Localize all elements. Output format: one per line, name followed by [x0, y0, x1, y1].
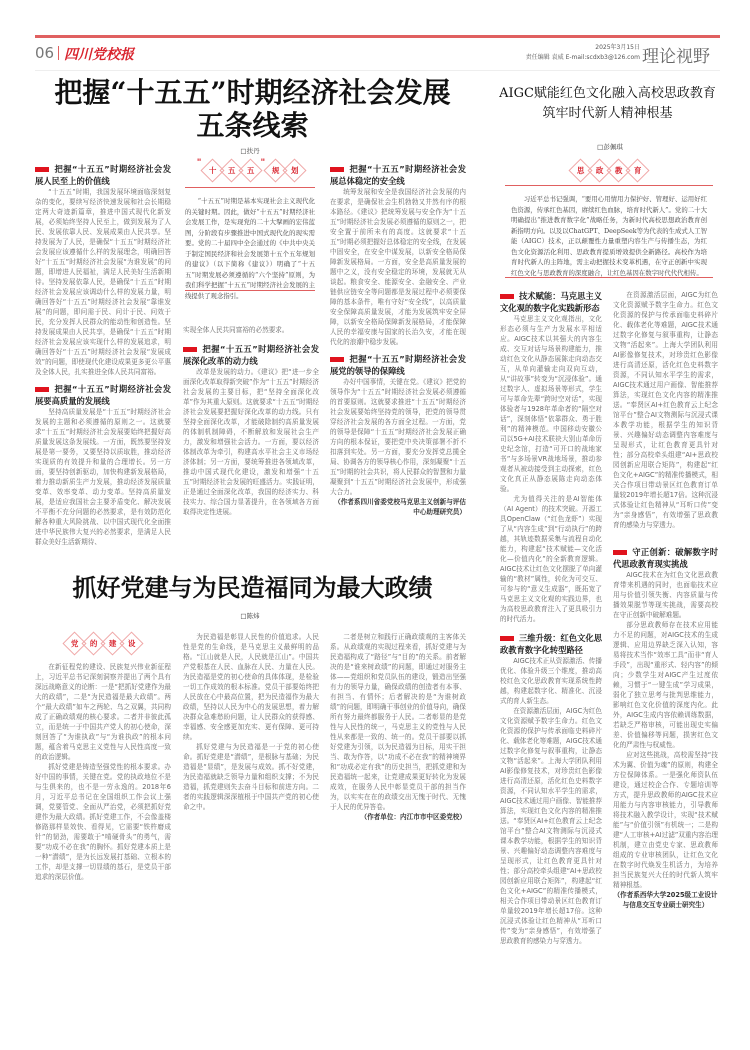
paragraph: 部分思政教师存在技术应用能力不足的问题，对AIGC技术的生成逻辑、应用边界缺乏深入认知，容易将技术当作“效率工具”而非“育人手段”，出现“重形式、轻内容”的倾向；少数学生对AIGC产生过度依赖，习惯于“一键生成”学习成果，弱化了独立思考与批判思维能力，影响红色文化价值的深度内化。此外，AIGC生成内容依赖训练数据，若缺乏严格审核，可能出现史实偏差、价值偏移等问题，损害红色文化的严肃性与权威性。: [613, 621, 718, 749]
paragraph: 抓好党建是铸造坚强党性的根本要求。办好中国的事情，关键在党。党的执政地位不是与生俱来的，也不是一劳永逸的。2018年6月，习近平总书记在全国组织工作会议上强调，党要管党、全面从严治党，必须把抓好党建作为最大政绩。抓好党建工作，不会像盖楼修路那样显效快、看得见，它需要“铁杵磨成针”的韧劲，需要敢于“啃硬骨头”的勇气，需要“功成不必在我”的胸怀。抓好党建本质上是一种“潜绩”，是为长远发展打基础、立根本的工作，却是支撑一切显绩的基石，是党员干部追求的深层价值。: [35, 763, 171, 881]
author-note: （作者系西华大学2025级工业设计与信息交互专业硕士研究生）: [613, 891, 718, 909]
topic-badge-ideological-education: [505, 162, 713, 179]
article1-title: [35, 76, 470, 142]
badge-char: 育: [625, 158, 649, 182]
article2-title: 抓好党建与为民造福同为最大政绩: [72, 573, 433, 602]
quote-mark: ": [260, 158, 266, 168]
section-heading: 把握“十五五”时期经济社会发展要高质量的发展线: [35, 384, 171, 406]
paragraph: AIGC技术在为红色文化思政教育带来机遇的同时，也面临技术应用与价值引领失衡、内容质量与传播效果脱节等现实挑战，需要高校在守正创新中破解难题。: [613, 571, 718, 619]
topic-badge-shiwuwu-plan: [185, 158, 315, 179]
badge-char: 建: [100, 631, 124, 655]
heading-marker: [500, 294, 514, 299]
heading-marker: [183, 347, 197, 352]
paragraph: 马克思主义文化观指出，文化形态必须与生产力发展水平相适应。AIGC技术以其强大的内容生成、交互对话与场景构建能力，推动红色文化从静态展陈走向动态交互，从单向灌输走向双向互动，从“讲故事”转变为“沉浸体验”。通过数字人、虚拟场景等形式，学生可与革命先辈“跨时空对话”，实现体验者与1928年革命者的“隔空对话”，深刻体悟“依靠群众、勇于胜利”的精神模范。中国移动安徽公司以5G+AI技术联袂大别山革命历史纪念馆，打造“可开口的战地家书”与多场景VR战地场景，推动参观者从被动接受到主动探索，红色文化真正从静态展陈走向动态体验。: [500, 315, 602, 493]
article1-byline: □扶丹: [240, 147, 260, 155]
paragraph: 在资源激活层面，AIGC为红色文化资源赋予数字生命力。红色文化资源的保护与传承面临史料碎片化、载体老化等难题，AIGC技术通过数字化修复与叙事重构，让静态文物“活起来”。上海大学团队利用AI影像修复技术，对珍贵红色影像进行高清还原，活化红色史料数字资源，不同认知水平学生的需求，AIGC技术通过用户画像、智能推荐算法，实现红色文化内容的精准推送。“奉贤区AI+红色教育云上纪念馆平台”整合AI文物测际与沉浸式课本教学功能，根据学生的知识背景、兴趣偏好动态调整内容难度与呈现形式，让红色教育更具针对性；部分高校牵头组建“AI+思政校园创新应用联合矩阵”，构建起“红色文化+AIGC”的精准传播模式，相关合作项目带动景区红色教育订单量较2019年增长超17倍。这种沉浸式体验让红色精神从“耳听口传”变为“亲身感悟”，有效增强了思政教育的感染力与穿透力。: [613, 291, 718, 529]
paragraph: 实现全体人民共同富裕的必然要求。: [183, 326, 289, 334]
article2-column2: [183, 632, 319, 1012]
paragraph: 在资源激活层面，AIGC为红色文化资源赋予数字生命力。红色文化资源的保护与传承面临史料碎片化、载体老化等难题，AIGC技术通过数字化修复与叙事重构，让静态文物“活起来”。上海大学团队利用AI影像修复技术，对珍贵红色影像进行高清还原，活化红色史料数字资源，不同认知水平学生的需求，AIGC技术通过用户画像、智能推荐算法，实现红色文化内容的精准推送。“奉贤区AI+红色教育云上纪念馆平台”整合AI文物测际与沉浸式课本教学功能，根据学生的知识背景、兴趣偏好动态调整内容难度与呈现形式，让红色教育更具针对性；部分高校牵头组建“AI+思政校园创新应用联合矩阵”，构建起“红色文化+AIGC”的精准传播模式，相关合作项目带动景区红色教育订单量较2019年增长超17倍。这种沉浸式体验让红色精神从“耳听口传”变为“亲身感悟”，有效增强了思政教育的感染力与穿透力。: [500, 707, 602, 945]
paragraph: 应对这些挑战，高校需坚持“技术为翼、价值为魂”的原则，构建全方位保障体系。一是强化师资队伍建设，通过校企合作、专题培训等方式，提升思政教师的AIGC技术应用能力与内容审核能力，引导教师将技术融入教学设计，实现“技术赋能”与“价值引领”有机统一；二是构建“人工审核+AI过滤”双重内容治理机制，建立由党史专家、思政教师组成的专业审核团队，让红色文化在数字时代焕发生机活力，为培养担当民族复兴大任的时代新人筑牢精神根基。: [613, 751, 718, 889]
article2-byline: □陈炜: [240, 612, 260, 620]
badge-char: 思: [568, 158, 592, 182]
paragraph: 抓好党建与为民造福是一于党的初心使命。抓好党建是“潜绩”，是根脉与基础；为民造福是“显绩”，是发展与成效。抓不好党建，为民造福就缺乏领导力量和组织支撑；不为民造福，抓党建则失去奋斗目标和前进方向。二者的实践逻辑深深植根于中国共产党的初心使命之中。: [183, 743, 319, 811]
section-title: 理论视野: [642, 47, 710, 67]
article2-column3: [330, 632, 466, 1012]
section-heading: 守正创新：破解数字时代思政教育现实挑战: [613, 547, 718, 569]
paragraph: 尤为值得关注的是AI智能体（AI Agent）的技术突破。开源工具OpenClaw（“红色龙虾”）实现了从“内容生成”到“行动执行”的跨越，其轨迹数据采集与流程自动化能力，构建起“技术赋能—文化活化—价值内化”的全新教育逻辑。AIGC技术让红色文化摆脱了单向灌输的“教材”属性，转化为可交互、可参与的“意义生成器”，既拓宽了马克思主义文化观的实践边界，也为高校思政教育注入了更具吸引力的时代活力。: [500, 495, 602, 623]
badge-char: 五: [219, 158, 243, 182]
article3-column2: [613, 290, 718, 1012]
article1-sidebar-box: [185, 158, 315, 300]
paragraph: 改革是发展的动力。《建议》把“进一步全面深化改革取得新突破”作为“十五五”时期经济社会发展的主要目标，把“坚持全面深化改革”作为其重大原则。这就要求“十五五”时期经济社会发展要把握好深化改革的动力线。只有坚持全面深化改革，才能破除制约高质量发展的体制机制障碍，不断解放和发展社会生产力，激发和增强社会活力。一方面，要以经济体制改革为牵引，构建高水平社会主义市场经济体制；另一方面，要统筹推进各领域改革，推动中国式现代化建设，激发和增强“十五五”时期经济社会发展的旺盛活力。实践证明，正是通过全面深化改革，我国的经济实力、科技实力、综合国力显著提升，在各领域各方面取得决定性进展。: [183, 368, 319, 516]
badge-char: 的: [81, 631, 105, 655]
section-heading: 把握“十五五”时期经济社会发展总体稳定的安全线: [330, 164, 466, 186]
badge-char: 政: [587, 158, 611, 182]
article1-column2: [183, 325, 319, 558]
article3-column1: [500, 290, 602, 1012]
badge-char: 党: [62, 631, 86, 655]
page-number: 06: [35, 44, 55, 62]
article3-intro: 习近平总书记强调，“要用心用情用力保护好、管理好、运用好红色资源，传承红色基因，赓续红色血脉，培育时代新人”。党的二十大明确提出“推进教育数字化”战略任务，为新时代高校思想政治教育创新指明方向。以及以ChatGPT、DeepSeek等为代表的生成式人工智能（AIGC）技术，正以颠覆性力量重塑内容生产与传播生态，为红色文化资源活化利用、思政教育提质增效提供全新路径。高校作为培育时代新人的主阵地，需主动把握技术变革机遇，在守正创新中实现红色文化与思政教育的深度融合，让红色基因在数字时代代代相传。: [511, 195, 707, 277]
paragraph: 坚持高质量发展是“十五五”时期经济社会发展的主题和必须遵循的原则之一。这就要求“十五五”时期经济社会发展要始终把握好高质量发展这条发展线。一方面，既然要坚持发展是第一要务，又要坚持以质取胜，推动经济实现质的有效提升和量的合理增长。另一方面，要坚持创新驱动，加快构建新发展格局，着力推动新质生产力发展，推动经济发展质量变革、效率变革、动力变革。坚持高质量发展，是适应我国社会主要矛盾变化、解决发展不平衡不充分问题的必然要求，是有效防范化解各种重大风险挑战、以中国式现代化全面推进中华民族伟大复兴的必然要求，是满足人民群众美好生活新期待、: [35, 408, 171, 546]
heading-marker: [35, 167, 49, 172]
topic-badge-party-building: [45, 635, 160, 652]
badge-char: 十: [200, 158, 224, 182]
box-top-rule: [185, 187, 315, 188]
issue-date: 2025年3月15日: [595, 44, 640, 51]
newspaper-logo: 四川党校报: [64, 47, 134, 63]
section-heading: 把握“十五五”时期经济社会发展深化改革的动力线: [183, 344, 319, 366]
section-heading: 把握“十五五”时期经济社会发展党的领导的保障线: [330, 354, 466, 376]
paragraph: 办好中国事情，关键在党。《建议》把党的领导作为“十五五”时期经济社会发展必须遵循的首要原则。这就要求推进“十五五”时期经济社会发展要始终坚持党的领导，把党的领导贯穿经济社会发展的各方面全过程。一方面，党的领导是保障“十五五”时期经济社会发展正确方向的根本保证，要把党中央决策部署不折不扣落到实处。另一方面，要充分发挥党总揽全局、协调各方的领导核心作用，深刻凝聚“十五五”时期的社会共识，将人民群众的智慧和力量凝聚到“十五五”时期经济社会发展中，形成强大合力。: [330, 378, 466, 496]
article1-column1: [35, 163, 171, 558]
article1-title-line2: 五条线索: [196, 109, 309, 142]
heading-marker: [35, 387, 49, 392]
heading-marker: [330, 357, 344, 362]
badge-char: 设: [119, 631, 143, 655]
paragraph: 统筹发展和安全是我国经济社会发展的内在要求，是确保社会生机勃勃又井然有序的根本路径。《建议》把统筹发展与安全作为“十五五”时期经济社会发展必须遵循的原则之一，把安全置于前所未有的高度。这就要求“十五五”时期必须把握好总体稳定的安全线，在发展中固安全，在安全中谋发展，以新安全格局保障新发展格局。一方面，安全是高质量发展的题中之义，没有安全稳定的环境，发展就无从谈起。粮食安全、能源安全、金融安全、产业链供应链安全等问题都是发展过程中必须要保障的基本条件，唯有守好“安全线”，以高质量安全保障高质量发展，才能为发展筑牢安全屏障，以新安全格局保障新发展格局，才能保障人民的幸福安康与国家的长治久安，才能在现代化的浪潮中稳步发展。: [330, 188, 466, 346]
badge-char: 划: [283, 158, 307, 182]
article2-column1: [35, 662, 171, 1012]
paragraph: 为民造福是彰显人民性的价值追求。人民性是党的生命线，是马克思主义最鲜明的品格。“江山就是人民，人民就是江山”。中国共产党根基在人民、血脉在人民、力量在人民。为民造福是党的初心使命的具体体现，是检验一切工作成效的根本标准。党员干部要始终把人民放在心中最高位置，把为民造福作为最大政绩，坚持以人民为中心的发展思想，着力解决群众急难愁盼问题，让人民群众的获得感、幸福感、安全感更加充实、更有保障、更可持续。: [183, 633, 319, 741]
paragraph: AIGC技术正从资源激活、传播优化、体验升级三个维度，推动高校红色文化思政教育实现系统性跨越，构建起数字化、精准化、沉浸式的育人新生态。: [500, 657, 602, 705]
section-heading: 技术赋能：马克思主义文化观的数字化实践新形态: [500, 291, 602, 313]
article1-column3: [330, 163, 466, 558]
heading-marker: [500, 636, 514, 641]
section-heading: 三维升级：红色文化思政教育数字化转型路径: [500, 633, 602, 655]
heading-marker: [613, 550, 627, 555]
paragraph: “十五五”时期，我国发展环境面临深刻复杂的变化，要续写经济快速发展和社会长期稳定两大奇迹新篇章，推进中国式现代化新发展，必须始终坚持人民至上，做到发展为了人民、发展依靠人民、发展成果由人民共享。坚持发展为了人民，是确保“十五五”时期经济社会发展应该遵循什么样的发展理念，明确回答好“十五五”时期经济社会发展“为谁发展”的问题，即增进人民福祉，满足人民美好生活新期待。坚持发展依靠人民，是确保“十五五”时期经济社会发展应该调动什么样的发展力量，明确回答好“十五五”时期经济社会发展“靠谁发展”的问题，即问需于民、问计于民、问效于民，充分发挥人民群众的能动性和创造性。坚持发展成果由人民共享，是确保“十五五”时期经济社会发展应该实现什么样的发展追求，明确回答好“十五五”时期经济社会发展“发展成效”的问题，即使现代化建设成果更多更公平惠及全体人民，扎实推进全体人民共同富裕。: [35, 188, 171, 376]
article3-title-line1: AIGC赋能红色文化融入高校思政教育: [499, 86, 716, 101]
author-note: （作者系四川省委党校马克思主义创新与评估中心助理研究员）: [334, 498, 466, 516]
article3-intro-box: [505, 162, 713, 278]
heading-marker: [330, 167, 344, 172]
paragraph: 在新征程党的建设、民族复兴伟业新征程上，习近平总书记深刻洞察并提出了两个具有深远战略意义的论断：一是“把抓好党建作为最大的政绩”，二是“为民造福是最大政绩”。两个“最大政绩”如车之两轮、鸟之双翼，共同构成了正确政绩观的核心要求。二者并非彼此孤立，而是统一于中国共产党人的初心使命，深刻回答了“为谁执政”与“为谁执政”的根本问题，蕴含着马克思主义党性与人民性高度一致的政治逻辑。: [35, 663, 171, 761]
badge-char: 规: [264, 158, 288, 182]
article3-title: [490, 84, 725, 124]
header-top-rule: [35, 35, 720, 38]
article3-title-line2: 筑牢时代新人精神根基: [542, 106, 673, 121]
header-bottom-rule: [35, 70, 720, 71]
article3-byline: □彭佩琪: [597, 143, 623, 151]
quote-mark: ": [196, 158, 202, 168]
badge-char: 五: [238, 158, 262, 182]
section-heading: 把握“十五五”时期经济社会发展人民至上的价值线: [35, 164, 171, 186]
header-divider: [58, 46, 59, 60]
box-top-rule: [505, 185, 713, 186]
article1-title-line1: 把握“十五五”时期经济社会发展: [54, 76, 451, 109]
author-note: （作者单位：内江市市中区委党校）: [360, 813, 466, 821]
article1-intro: “十五五”时期是基本实现社会主义现代化的关键时期。因此，做好“十五五”时期经济社会发展工作，是实现党的二十大擘画的宏伟蓝图，分阶段有步骤推进中国式现代化的现实需要。党的二十届四中全会通过的《中共中央关于制定国民经济和社会发展第十五个五年规划的建议》（以下简称《建议》）明确了“十五五”时期发展必须遵循的“六个坚持”原则，为我们科学把握“十五五”时期经济社会发展的主线提供了观念指引。: [185, 197, 315, 300]
editor-email: 责任编辑 袁威 E-mail:scdxb3@126.com: [525, 54, 640, 61]
badge-char: 教: [606, 158, 630, 182]
paragraph: 二者是树立和践行正确政绩观的主客体关系。从政绩观的实现过程来看，抓好党建与为民造福构成了“路径”与“目的”的关系。前者解决的是“谁来树政绩”的问题，即通过对服务主体——党组织和党员队伍的建设，锻造出坚强有力的领导力量，确保政绩的创造者有本事、有担当、有情怀；后者解决的是“为谁树政绩”的问题，即明确干事创业的价值导向，确保所有努力最终都服务于人民。二者彰显的是党性与人民性的统一，马克思主义的党性与人民性从来都是一致的、统一的。党员干部要以抓好党建为引领，以为民造福为目标，用实干担当、敢为作答，以“功成不必在我”的精神境界和“功成必定有我”的历史担当，把抓党建和为民造福统一起来，让党建成果更好转化为发展成效，在服务人民中彰显党员干部的担当作为，以实实在在的政绩交出无愧于时代、无愧于人民的优异答卷。: [330, 633, 466, 811]
